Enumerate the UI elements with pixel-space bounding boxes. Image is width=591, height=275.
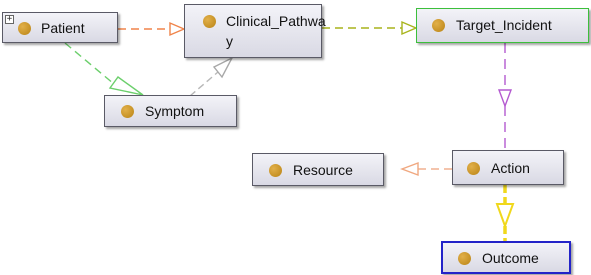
- edge-action-to-outcome: [497, 185, 513, 241]
- class-dot-icon: [432, 19, 445, 32]
- edge-symptom-to-clinical-pathway: [190, 58, 232, 96]
- class-dot-icon: [18, 22, 31, 35]
- node-label-outcome: Outcome: [482, 250, 539, 266]
- node-outcome[interactable]: [441, 241, 571, 274]
- node-label-resource: Resource: [293, 162, 353, 178]
- edge-clinical-pathway-to-target-incident: [322, 22, 416, 34]
- edge-target-incident-to-action: [499, 43, 511, 150]
- node-target-incident[interactable]: [416, 8, 589, 43]
- class-dot-icon: [203, 15, 216, 28]
- node-clinical-pathway[interactable]: [184, 4, 326, 58]
- node-label-clinical-pathway-line2: y: [226, 33, 233, 49]
- node-label-patient: Patient: [41, 20, 85, 36]
- node-label-action: Action: [491, 160, 530, 176]
- edge-action-to-resource: [402, 163, 452, 175]
- edge-patient-to-symptom: [65, 43, 143, 95]
- edge-patient-to-clinical-pathway: [118, 23, 184, 35]
- class-dot-icon: [269, 164, 282, 177]
- class-dot-icon: [467, 162, 480, 175]
- class-dot-icon: [458, 252, 471, 265]
- node-patient[interactable]: [2, 12, 118, 43]
- node-label-clinical-pathway-line1: Clinical_Pathwa: [226, 13, 326, 29]
- node-resource[interactable]: [252, 153, 384, 186]
- node-symptom[interactable]: [104, 95, 237, 127]
- node-label-symptom: Symptom: [145, 103, 205, 119]
- class-dot-icon: [121, 105, 134, 118]
- expand-icon[interactable]: +: [6, 14, 13, 24]
- node-label-target-incident: Target_Incident: [456, 17, 552, 33]
- node-action[interactable]: [452, 150, 564, 185]
